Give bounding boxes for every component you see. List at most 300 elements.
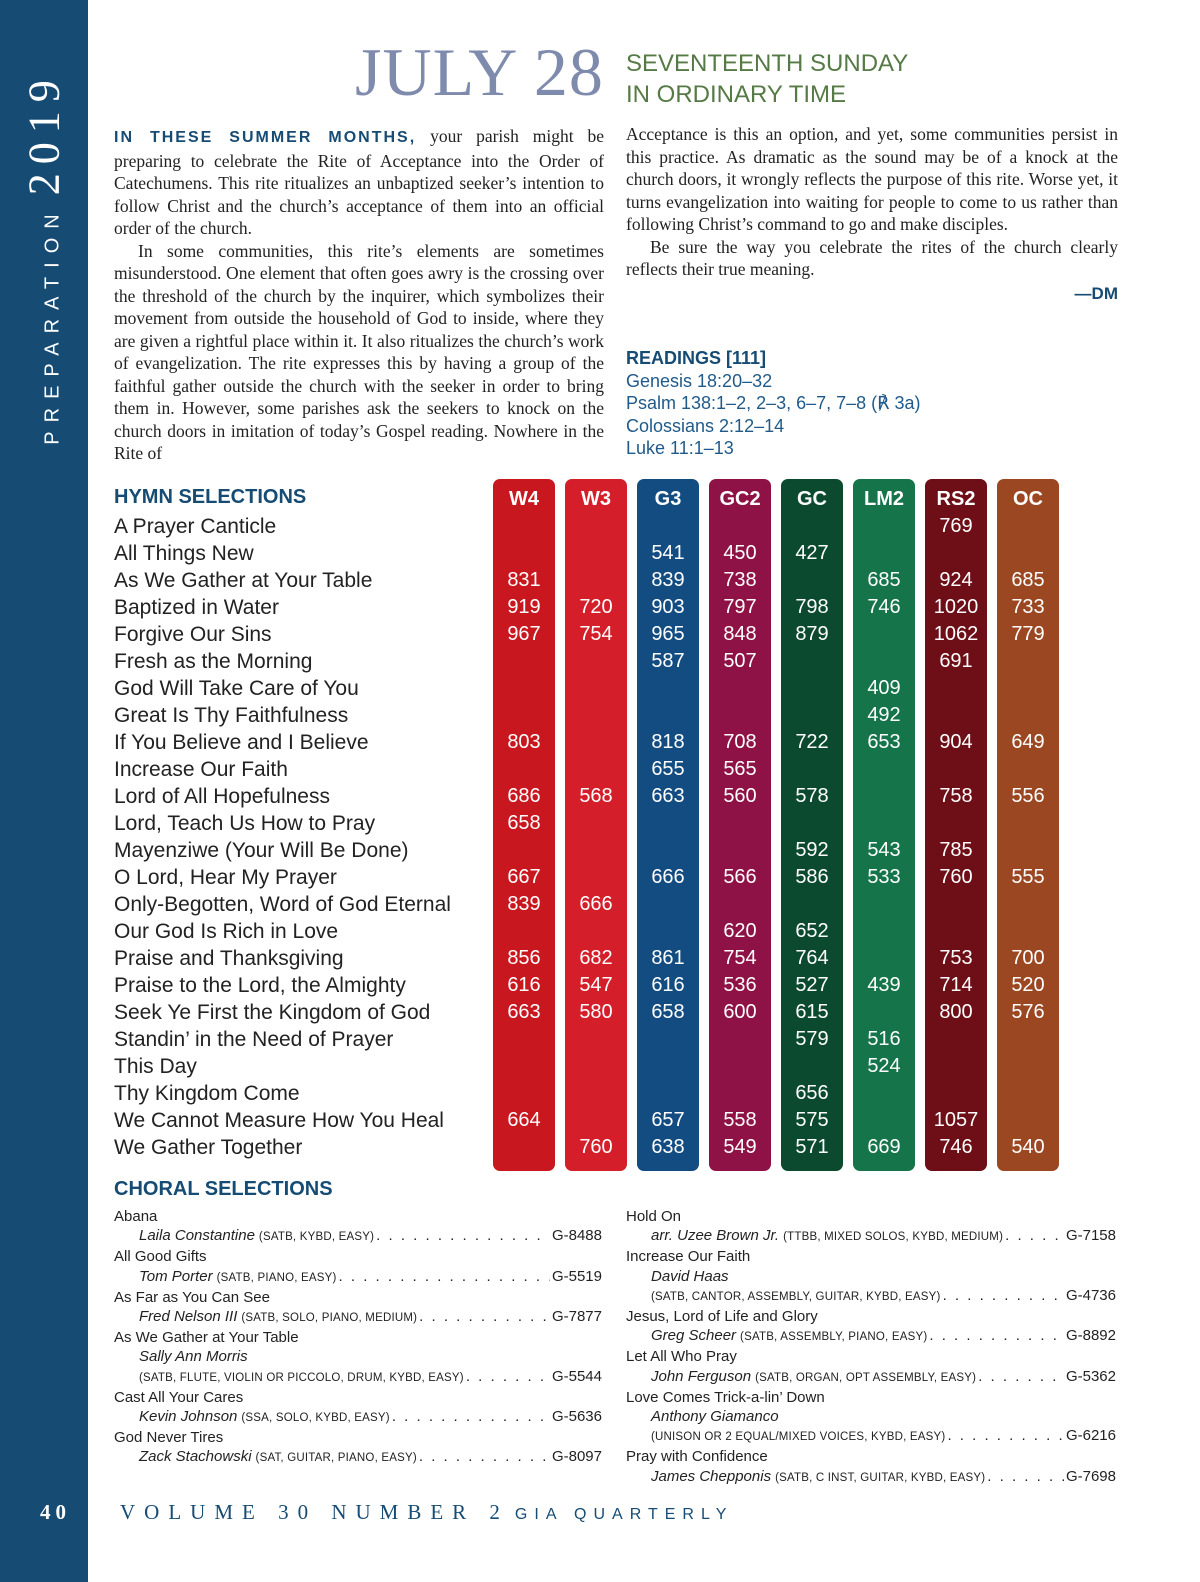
- hymn-number: [925, 1080, 987, 1107]
- hymnal-column-w3: [565, 479, 627, 1171]
- choral-details: (SSA, SOLO, KYBD, EASY): [241, 1412, 390, 1425]
- article-paragraph: In some communities, this rite’s elements are sometimes misunderstood. One element that often goes awry is the crossing over the threshold of the church by the inquirer, which symbolizes their movement from outside the household of God to inside, where they are given a rightful place within it. It also ritualizes the church’s work of evangelization. The rite expresses this by having a group of the faithful gather outside the church with the seeker in order to bring them in. However, some parishes ask the seekers to knock on the church doors in imitation of today’s Gospel reading. Nowhere in the Rite of: [114, 240, 604, 463]
- liturgical-day-line-1: SEVENTEENTH SUNDAY: [626, 50, 909, 77]
- hymn-number: 848: [723, 623, 757, 645]
- hymn-number: [781, 513, 843, 540]
- choral-title: Abana: [114, 1208, 158, 1225]
- choral-code: G-5636: [551, 1408, 602, 1426]
- hymn-number: [493, 1053, 555, 1080]
- article-text: your parish might be preparing to celebrate the Rite of Acceptance into the Order of Catechumens. This rite ritualizes an unbaptized seeker’s intention to follow Christ and the church’s acceptance of them into an official order of the church.: [114, 126, 605, 238]
- hymn-number: [997, 1026, 1059, 1053]
- choral-composer: Tom Porter: [139, 1267, 213, 1285]
- choral-details: (SATB, ORGAN, OPT ASSEMBLY, EASY): [755, 1371, 977, 1384]
- hymn-number: [565, 1053, 627, 1080]
- hymnal-column-header: G3: [654, 488, 682, 510]
- hymn-number: 879: [795, 623, 829, 645]
- reading-item: Genesis 18:20–32: [626, 370, 773, 391]
- hymn-number: 831: [507, 569, 541, 591]
- choral-code: G-7877: [551, 1308, 602, 1326]
- readings-section: [626, 347, 921, 460]
- hymn-number: 798: [795, 596, 829, 618]
- hymn-number: 616: [651, 974, 685, 996]
- hymn-number: [925, 702, 987, 729]
- hymn-name: Thy Kingdom Come: [114, 1082, 300, 1105]
- choral-title: As Far as You Can See: [114, 1288, 270, 1306]
- hymn-name-list: [114, 513, 451, 1161]
- leader-dots: [419, 1307, 550, 1326]
- hymn-number: 664: [507, 1109, 541, 1131]
- hymn-number: 691: [939, 650, 973, 672]
- hymn-number: 536: [723, 974, 757, 996]
- hymn-number: [637, 702, 699, 729]
- hymn-number: 669: [867, 1136, 901, 1158]
- choral-composer: arr. Uzee Brown Jr.: [651, 1227, 780, 1245]
- hymn-number: 685: [867, 569, 901, 591]
- hymn-number: [853, 783, 915, 810]
- hymn-number: 818: [651, 731, 685, 753]
- hymn-name: God Will Take Care of You: [114, 677, 359, 700]
- article-column-right: [626, 123, 1118, 305]
- hymn-number: 666: [651, 866, 685, 888]
- hymn-number: [997, 1053, 1059, 1080]
- hymn-number: [781, 810, 843, 837]
- hymn-number: [637, 1053, 699, 1080]
- choral-code: G-8488: [551, 1227, 602, 1245]
- hymn-number: 543: [867, 839, 901, 861]
- hymn-number: 649: [1011, 731, 1045, 753]
- hymn-number: [709, 1053, 771, 1080]
- hymn-number: 524: [867, 1055, 901, 1077]
- year-label: 2019: [19, 71, 69, 196]
- hymn-number: 663: [507, 1001, 541, 1023]
- hymn-name: A Prayer Canticle: [114, 515, 277, 538]
- hymn-number: 592: [795, 839, 829, 861]
- hymnal-column-header: LM2: [864, 488, 904, 510]
- hymn-number: 861: [651, 947, 685, 969]
- hymnal-column-w4: [493, 479, 555, 1171]
- leader-dots: [376, 1226, 550, 1245]
- hymn-selections-title: HYMN SELECTIONS: [114, 486, 307, 508]
- hymn-number: 903: [651, 596, 685, 618]
- hymnal-column-g3: [637, 479, 699, 1171]
- hymn-number: 492: [867, 704, 901, 726]
- choral-details: (SATB, PIANO, EASY): [216, 1271, 337, 1284]
- choral-composer: Greg Scheer: [651, 1327, 737, 1345]
- hymn-number: [493, 1080, 555, 1107]
- hymn-number: 571: [795, 1136, 829, 1158]
- hymn-number: [493, 702, 555, 729]
- hymn-number: [565, 648, 627, 675]
- choral-title: God Never Tires: [114, 1429, 224, 1447]
- hymn-name: Seek Ye First the Kingdom of God: [114, 1001, 431, 1024]
- hymn-number: [997, 1080, 1059, 1107]
- hymn-number: 803: [507, 731, 541, 753]
- hymnal-column-header: W4: [509, 488, 539, 510]
- hymn-number: [637, 810, 699, 837]
- hymn-number: 439: [867, 974, 901, 996]
- hymn-number: 587: [651, 650, 685, 672]
- hymn-name: Only-Begotten, Word of God Eternal: [114, 893, 451, 916]
- article-column-left: [114, 125, 604, 465]
- hymn-number: [997, 513, 1059, 540]
- hymn-number: [781, 702, 843, 729]
- hymn-number: 580: [579, 1001, 613, 1023]
- choral-code: G-8097: [551, 1448, 602, 1466]
- hymn-number: 555: [1011, 866, 1045, 888]
- reading-item: Luke 11:1–13: [626, 438, 734, 458]
- hymn-number: 658: [651, 1001, 685, 1023]
- hymn-number: [853, 621, 915, 648]
- hymn-number: 758: [939, 785, 973, 807]
- hymn-number: [565, 1107, 627, 1134]
- hymn-number: 533: [867, 866, 901, 888]
- leader-dots: [943, 1286, 1064, 1305]
- choral-composer: Sally Ann Morris: [139, 1348, 248, 1366]
- hymn-number: [997, 810, 1059, 837]
- hymn-number: 540: [1011, 1136, 1045, 1158]
- choral-title: Increase Our Faith: [626, 1248, 751, 1266]
- hymn-number: [709, 891, 771, 918]
- hymn-name: Increase Our Faith: [114, 758, 288, 781]
- hymn-name: All Things New: [114, 542, 254, 565]
- hymn-name: We Cannot Measure How You Heal: [114, 1109, 444, 1132]
- choral-title: Hold On: [626, 1208, 682, 1225]
- hymn-number: 769: [939, 515, 973, 537]
- hymn-number: 652: [795, 920, 829, 942]
- leader-dots: [987, 1467, 1064, 1486]
- sidebar: [0, 0, 88, 1582]
- hymn-number: [565, 810, 627, 837]
- choral-composer: John Ferguson: [651, 1367, 752, 1385]
- hymnal-column-header: GC2: [719, 488, 761, 510]
- footer-volume: VOLUME 30 NUMBER 2: [120, 1500, 509, 1524]
- hymn-number: [493, 756, 555, 783]
- hymn-number: [565, 1080, 627, 1107]
- hymn-number: 558: [723, 1109, 757, 1131]
- hymn-number: 547: [579, 974, 613, 996]
- choral-code: G-7158: [1065, 1227, 1116, 1245]
- choral-composer: Kevin Johnson: [139, 1408, 238, 1426]
- hymnal-column-header: OC: [1013, 488, 1043, 510]
- choral-title: Jesus, Lord of Life and Glory: [626, 1308, 818, 1326]
- hymn-number: 856: [507, 947, 541, 969]
- hymn-number: [781, 648, 843, 675]
- choral-selections-title: CHORAL SELECTIONS: [114, 1178, 333, 1200]
- choral-code: G-5544: [551, 1367, 602, 1385]
- hymn-number: 800: [939, 1001, 973, 1023]
- choral-title: As We Gather at Your Table: [114, 1329, 299, 1347]
- hymn-number: [565, 864, 627, 891]
- page-number: 40: [40, 1500, 71, 1524]
- hymn-name: O Lord, Hear My Prayer: [114, 866, 337, 889]
- hymn-number: [565, 702, 627, 729]
- hymn-number: 541: [651, 542, 685, 564]
- hymn-number: [853, 1080, 915, 1107]
- hymnal-column-header: RS2: [936, 488, 976, 510]
- hymn-number: [853, 810, 915, 837]
- hymn-number: [997, 837, 1059, 864]
- choral-title: Love Comes Trick-a-lin’ Down: [626, 1388, 825, 1406]
- hymn-number: 764: [795, 947, 829, 969]
- hymn-number: 904: [939, 731, 973, 753]
- footer: [120, 1500, 733, 1525]
- hymn-number: [565, 756, 627, 783]
- hymn-number: [709, 702, 771, 729]
- hymn-name: Praise and Thanksgiving: [114, 947, 344, 970]
- hymn-number: [493, 1134, 555, 1161]
- hymn-number: [565, 1026, 627, 1053]
- hymn-number: 760: [579, 1136, 613, 1158]
- leader-dots: [466, 1367, 550, 1386]
- choral-composer: David Haas: [651, 1267, 729, 1285]
- hymn-number: [493, 675, 555, 702]
- hymn-number: [925, 675, 987, 702]
- hymn-number: 653: [867, 731, 901, 753]
- choral-composer: Zack Stachowski: [139, 1448, 252, 1466]
- hymn-number: 667: [507, 866, 541, 888]
- hymn-number: [709, 837, 771, 864]
- hymn-number: 965: [651, 623, 685, 645]
- hymn-number: 450: [723, 542, 757, 564]
- hymn-number: [565, 675, 627, 702]
- hymn-number: [997, 918, 1059, 945]
- hymn-number: [853, 648, 915, 675]
- hymn-number: [637, 891, 699, 918]
- hymn-number: 663: [651, 785, 685, 807]
- hymn-name: This Day: [114, 1055, 197, 1078]
- hymnal-column-rs2: [925, 479, 987, 1171]
- hymn-number: [493, 1026, 555, 1053]
- hymn-number: [637, 837, 699, 864]
- hymn-number: [709, 675, 771, 702]
- hymn-number: 620: [723, 920, 757, 942]
- hymn-name: Baptized in Water: [114, 596, 279, 619]
- hymn-number: [637, 1080, 699, 1107]
- hymn-number: 760: [939, 866, 973, 888]
- hymn-number: 560: [723, 785, 757, 807]
- hymn-name: Forgive Our Sins: [114, 623, 272, 646]
- article-paragraph: Acceptance is this an option, and yet, some communities persist in this practice. As dramatic as the sound may be of a knock at the church doors, it wrongly reflects the purpose of this rite. Worse yet, it turns evangelization into waiting for people to come to us rather than following Christ’s command to go and make disciples.: [626, 124, 1118, 234]
- hymn-number: [853, 540, 915, 567]
- hymn-name: Praise to the Lord, the Almighty: [114, 974, 406, 997]
- choral-details: (SATB, SOLO, PIANO, MEDIUM): [241, 1312, 418, 1325]
- choral-composer: Fred Nelson III: [139, 1308, 238, 1326]
- choral-code: G-7698: [1065, 1467, 1116, 1485]
- hymn-number: 549: [723, 1136, 757, 1158]
- leader-dots: [978, 1367, 1064, 1386]
- hymn-number: 427: [795, 542, 829, 564]
- hymn-number: 409: [867, 677, 901, 699]
- hymn-number: 746: [867, 596, 901, 618]
- hymn-number: [925, 540, 987, 567]
- hymn-number: [565, 540, 627, 567]
- hymn-number: [565, 837, 627, 864]
- hymn-number: 655: [651, 758, 685, 780]
- liturgical-day: [626, 48, 908, 110]
- choral-title: Pray with Confidence: [626, 1448, 768, 1466]
- hymn-number: [925, 1053, 987, 1080]
- hymn-name: Lord of All Hopefulness: [114, 785, 330, 808]
- hymn-number: 797: [723, 596, 757, 618]
- choral-details: (UNISON OR 2 EQUAL/MIXED VOICES, KYBD, EASY): [651, 1431, 946, 1444]
- hymn-number: 656: [795, 1082, 829, 1104]
- hymn-number: 708: [723, 731, 757, 753]
- choral-code: G-8892: [1065, 1327, 1116, 1345]
- hymn-number: [997, 648, 1059, 675]
- hymn-number: 686: [507, 785, 541, 807]
- hymn-name: Lord, Teach Us How to Pray: [114, 812, 376, 835]
- choral-details: (SATB, ASSEMBLY, PIANO, EASY): [740, 1331, 928, 1344]
- leader-dots: [419, 1447, 550, 1466]
- reading-item: Psalm 138:1–2, 2–3, 6–7, 7–8 (℟ 3a): [626, 393, 921, 413]
- hymnal-column-oc: [997, 479, 1059, 1171]
- hymn-number: [997, 891, 1059, 918]
- hymn-number: [997, 756, 1059, 783]
- hymn-number: [493, 918, 555, 945]
- hymn-number: [781, 567, 843, 594]
- hymn-number: 516: [867, 1028, 901, 1050]
- sidebar-label: [19, 71, 70, 444]
- hymn-number: 507: [723, 650, 757, 672]
- choral-title: Let All Who Pray: [626, 1348, 737, 1366]
- hymnal-column-gc2: [709, 479, 771, 1171]
- hymn-number: 1057: [933, 1109, 979, 1131]
- hymn-number: [493, 837, 555, 864]
- hymn-number: 586: [795, 866, 829, 888]
- hymn-number: 714: [939, 974, 973, 996]
- hymn-name: Our God Is Rich in Love: [114, 920, 339, 943]
- hymn-number: 565: [723, 758, 757, 780]
- leader-dots: [1005, 1226, 1064, 1245]
- choral-code: G-5519: [551, 1267, 602, 1285]
- hymn-number: [709, 1026, 771, 1053]
- choral-composer: Laila Constantine: [139, 1227, 255, 1245]
- hymn-number: 685: [1011, 569, 1045, 591]
- hymn-number: [565, 567, 627, 594]
- hymn-number: 1020: [933, 596, 979, 618]
- hymn-number: [925, 1026, 987, 1053]
- hymn-number: 638: [651, 1136, 685, 1158]
- hymn-number: [925, 810, 987, 837]
- hymn-number: [925, 756, 987, 783]
- choral-composer: James Chepponis: [651, 1467, 772, 1485]
- leader-dots: [929, 1326, 1064, 1345]
- choral-details: (SATB, KYBD, EASY): [258, 1231, 375, 1244]
- hymn-number: [853, 918, 915, 945]
- hymn-name: As We Gather at Your Table: [114, 569, 373, 592]
- hymn-number: 579: [795, 1028, 829, 1050]
- hymn-number: 556: [1011, 785, 1045, 807]
- choral-details: (SATB, CANTOR, ASSEMBLY, GUITAR, KYBD, EASY): [651, 1290, 941, 1303]
- hymn-number: [565, 729, 627, 756]
- hymn-number: 666: [579, 893, 613, 915]
- hymn-number: [781, 1053, 843, 1080]
- hymn-number: 616: [507, 974, 541, 996]
- article-paragraph: Be sure the way you celebrate the rites of the church clearly reflects their true meaning.: [626, 236, 1118, 279]
- hymn-name: Standin’ in the Need of Prayer: [114, 1028, 394, 1051]
- choral-title: Cast All Your Cares: [114, 1388, 244, 1406]
- hymn-number: 746: [939, 1136, 973, 1158]
- leader-dots: [947, 1426, 1064, 1445]
- article-signature: —DM: [1074, 283, 1118, 303]
- hymn-number: [997, 540, 1059, 567]
- hymn-number: [637, 675, 699, 702]
- choral-details: (SAT, GUITAR, PIANO, EASY): [255, 1452, 417, 1465]
- hymn-number: [925, 891, 987, 918]
- hymnal-column-header: GC: [797, 488, 827, 510]
- hymn-number: 566: [723, 866, 757, 888]
- hymn-number: [997, 675, 1059, 702]
- choral-code: G-6216: [1065, 1427, 1116, 1445]
- choral-list-left: [114, 1207, 602, 1469]
- choral-details: (SATB, C INST, GUITAR, KYBD, EASY): [775, 1471, 986, 1484]
- hymn-number: [637, 918, 699, 945]
- readings-title: READINGS [111]: [626, 348, 767, 368]
- hymn-number: 754: [579, 623, 613, 645]
- hymn-number: 576: [1011, 1001, 1045, 1023]
- hymn-number: 967: [507, 623, 541, 645]
- hymn-name: Great Is Thy Faithfulness: [114, 704, 349, 727]
- hymn-number: [853, 999, 915, 1026]
- hymn-number: [493, 648, 555, 675]
- hymn-number: 738: [723, 569, 757, 591]
- hymn-name: Mayenziwe (Your Will Be Done): [114, 839, 409, 862]
- section-label: PREPARATION: [41, 205, 64, 445]
- hymn-number: 527: [795, 974, 829, 996]
- hymn-number: 924: [939, 569, 973, 591]
- hymn-number: [565, 513, 627, 540]
- hymn-number: 754: [723, 947, 757, 969]
- hymn-number: 575: [795, 1109, 829, 1131]
- hymn-number: 657: [651, 1109, 685, 1131]
- hymn-number: [709, 810, 771, 837]
- liturgical-day-line-2: IN ORDINARY TIME: [626, 81, 847, 108]
- hymn-number: 720: [579, 596, 613, 618]
- hymn-number: [709, 513, 771, 540]
- hymn-number: [781, 675, 843, 702]
- hymnal-column-header: W3: [581, 488, 611, 510]
- page-title: JULY 28: [355, 34, 604, 110]
- hymn-number: 682: [579, 947, 613, 969]
- reading-item: Colossians 2:12–14: [626, 415, 785, 436]
- hymn-number: [997, 702, 1059, 729]
- hymn-number: [637, 1026, 699, 1053]
- hymn-number: 839: [651, 569, 685, 591]
- hymn-number: [493, 540, 555, 567]
- hymn-number: 785: [939, 839, 973, 861]
- hymn-number: [781, 756, 843, 783]
- hymn-number: 753: [939, 947, 973, 969]
- hymn-number: 578: [795, 785, 829, 807]
- hymn-number: 1062: [933, 623, 979, 645]
- choral-details: (SATB, FLUTE, VIOLIN OR PICCOLO, DRUM, KYBD, EASY): [139, 1371, 464, 1384]
- hymn-number: 733: [1011, 596, 1045, 618]
- choral-code: G-4736: [1065, 1286, 1116, 1304]
- hymn-number: 779: [1011, 623, 1045, 645]
- hymn-number: [637, 513, 699, 540]
- article-paragraph: [114, 125, 604, 240]
- hymn-name: If You Believe and I Believe: [114, 731, 369, 754]
- choral-title: All Good Gifts: [114, 1248, 207, 1266]
- article-lead: IN THESE SUMMER MONTHS,: [114, 129, 417, 146]
- hymn-name: Fresh as the Morning: [114, 650, 313, 673]
- hymn-number: 700: [1011, 947, 1045, 969]
- hymn-number: [493, 513, 555, 540]
- choral-list-right: [626, 1207, 1116, 1488]
- hymn-number: 919: [507, 596, 541, 618]
- hymn-number: [853, 1107, 915, 1134]
- choral-code: G-5362: [1065, 1367, 1116, 1385]
